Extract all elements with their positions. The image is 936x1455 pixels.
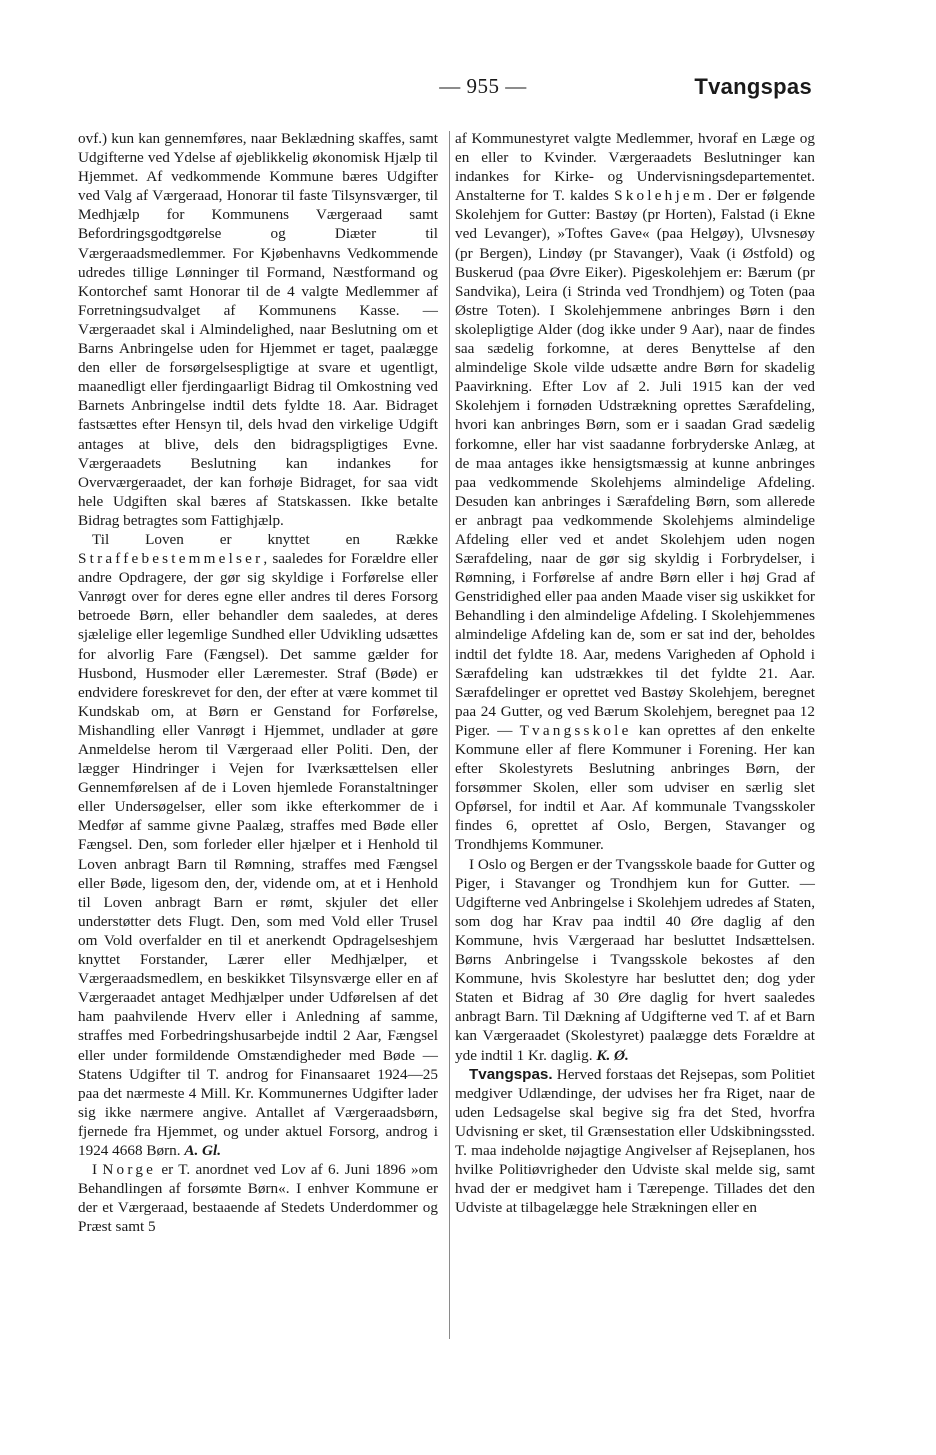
spaced-term: Norge — [102, 1161, 157, 1179]
paragraph-text: kan oprettes af den enkelte Kommune eller af flere Kommuner i Forening. Her kan efter Skolestyrets Beslutning anbringes Børn, der forsømmer Skolen, eller som udviser en særlig slet Opførsel, for indtil et Aar. Af kommunale Tvangsskoler findes 6, oprettet af Oslo, Bergen, Stavanger og Trondhjems Kommuner. — [455, 721, 815, 854]
page-number: — 955 — — [439, 74, 527, 98]
paragraph-text: af Kommunestyret valgte Medlemmer, hvoraf en Læge og en eller to Kvinder. Værgeraadets Beslutninger kan indankes for Kirke- og Undervisningsdepartementet. Anstalterne for T. kaldes — [455, 130, 815, 205]
column-divider — [449, 131, 450, 1339]
paragraph — [78, 129, 438, 530]
spaced-term: Skolehjem — [614, 187, 708, 205]
left-column — [78, 129, 438, 1236]
paragraph — [455, 855, 815, 1065]
paragraph-text: Herved forstaas det Rejsepas, som Politiet medgiver Udlændinge, der udvises her fra Riget, naar de uden Ledsagelse skal begive sig fra det Sted, hvorfra Udvisning er sket, til Grænsestation eller Udskibningssted. T. maa indeholde nøjagtige Angivelser af Rejseplanen, hos hvilke Politiøvrigheder den Udviste skal melde sig, samt hvad der er medgivet ham i Tærepenge. Tillades det den Udviste at tilbagelægge hele Strækningen eller en — [455, 1065, 815, 1217]
paragraph — [78, 1160, 438, 1236]
paragraph — [455, 129, 815, 855]
paragraph-text: I — [92, 1161, 103, 1179]
paragraph — [78, 530, 438, 1160]
page-header — [78, 74, 812, 104]
paragraph-text: I Oslo og Bergen er der Tvangsskole baade for Gutter og Piger, i Stavanger og Trondhjem kun for Gutter. — Udgifterne ved Anbringelse i Skolehjem udredes af Staten, som dog har Krav paa indtil 40 Øre daglig af den Kommune, hvis Værgeraad har besluttet Indsættelsen. Børns Anbringelse i Tvangsskole bekostes af den Kommune, hvis Skolestyre har besluttet den; dog yder Staten et Bidrag af 30 Øre daglig for hvert saaledes anbragt Barn. Til Dækning af Udgifterne ved T. af et Barn kan Værgeraadet (Skolestyret) paalægge dets Forældre at yde indtil 1 Kr. daglig. — [455, 855, 815, 1064]
paragraph-text: Til Loven er knyttet en Række — [92, 530, 438, 548]
entry-headword: Tvangspas. — [469, 1065, 553, 1083]
running-title: Tvangspas — [694, 74, 812, 99]
right-column — [455, 129, 815, 1217]
paragraph-text: ovf.) kun kan gennemføres, naar Beklædning skaffes, samt Udgifterne ved Ydelse af øjeblikkelig økonomisk Hjælp til Hjemmet. Af vedkommende Kommune bæres Udgifter ved Valg af Værgeraad, Honorar til faste Tilsynsværger, til Medhjælp for Kommunens Værgeraad samt Befordringsgodtgørelse og Diæter til Værgeraadsmedlemmer. For Kjøbenhavns Vedkommende udredes tillige Lønninger til Formand, Næstformand og Kontorchef samt Honorar til de 4 valgte Medlemmer af Forretningsudvalget af Kommunens Kasse. — Værgeraadet skal i Almindelighed, naar Beslutning om et Barns Anbringelse uden for Hjemmet er taget, paalægge den eller de forsørgelsespligtige at svare et ugentligt, maanedligt eller fjerdingaarligt Bidrag til Omkostning ved Barnets Anbringelse indtil dets fyldte 18. Aar. Bidraget fastsættes efter Hensyn til, dels hvad den virkelige Udgift antages at blive, dels den bidragspligtiges Evne. Værgeraadets Beslutning kan indankes for Overværgeraadet, der kan forhøje Bidraget, for saa vidt hele Udgiften skal bæres af Statskassen. Ikke betalte Bidrag betragtes som Fattighjælp. — [78, 130, 438, 529]
author-signature: K. Ø. — [596, 1046, 629, 1064]
paragraph-text: . Der er følgende Skolehjem for Gutter: Bastøy (pr Horten), Falstad (i Ekne ved Levanger), »Toftes Gave« (paa Helgøy), Ulvsnesøy (pr Bergen), Lindøy (pr Stavanger), Vaak (i Østfold) og Buskerud (paa Øvre Eiker). Pigeskolehjem er: Bærum (pr Sandvika), Leira (i Strinda ved Trondhjem) og Toten (paa Østre Toten). I Skolehjemmene anbringes Børn i den skolepligtige Alder (dog ikke under 9 Aar), naar de findes saa sædelig forkomne, at deres Benyttelse af den almindelige Skole vilde udsætte andre Børn for skadelig Paavirkning. Efter Lov af 2. Juli 1915 kan der ved Skolehjem i fornøden Udstrækning oprettes Særafdeling, hvori kan anbringes Børn, som er i saadan Grad sædelig forkomne, eller har vist saadanne forbryderske Anlæg, at de maa antages ikke hensigtsmæssig at kunne anbringes paa vedkommende Skolehjems almindelige Afdeling. Desuden kan anbringes i Særafdeling Børn, som allerede er anbragt paa vedkommende Skolehjems almindelige Afdeling eller ved et andet Skolehjem uden nogen Særafdeling, naar de gør sig skyldig i Forbrydelser, i Rømning, i Forførelse af andre Børn eller i høj Grad af Genstridighed eller paa anden Maade viser sig uskikket for Behandling i den almindelige Afdeling. I Skolehjemmenes almindelige Afdeling kan de, som er sat ind der, beholdes indtil det fyldte 18. Aar, medens Varigheden af Ophold i Særafdeling kan udstrækkes til det fyldte 21. Aar. Særafdelinger er oprettet ved Bastøy Skolehjem, beregnet paa 24 Gutter, og ved Bærum Skolehjem, beregnet paa 12 Piger. — — [455, 187, 816, 739]
author-signature: A. Gl. — [184, 1141, 222, 1159]
spaced-term: Tvangsskole — [519, 721, 632, 739]
spaced-term: Straffebestemmelser — [78, 550, 264, 568]
paragraph-text: er T. anordnet ved Lov af 6. Juni 1896 »om Behandlingen af forsømte Børn«. I enhver Kommune er der et Værgeraad, bestaaende af Stedets Underdommer og Præst samt 5 — [78, 1161, 438, 1236]
paragraph-text: , saaledes for Forældre eller andre Opdragere, der gør sig skyldige i Forførelse eller Vanrøgt over for deres egne eller andres til deres Forsorg betroede Børn, eller behandler dem saaledes, at deres sjælelige eller legemlige Sundhed eller Udvikling udsættes for alvorlig Fare (Fængsel). Det samme gælder for Husbond, Husmoder eller Læremester. Straf (Bøde) er endvidere foreskrevet for den, der efter at være kommet til Kundskab om, at Børn er Genstand for Forførelse, Mishandling eller Vanrøgt i Hjemmet, undlader at gøre Anmeldelse herom til Værgeraad eller Politi. Den, der lægger Hindringer i Vejen for Iværksættelsen eller Gennemførelsen af de i Loven hjemlede Foranstaltninger eller Undersøgelser, eller som ikke efterkommer de i Medfør af samme givne Paalæg, straffes med Bøde eller Fængsel. Den, som forleder eller hjælper et i Henhold til Loven anbragt Barn til Rømning, straffes med Fængsel eller Bøde, ligesom den, der, vidende om, at et i Henhold til Loven anbragt Barn er rømt, skjuler det eller understøtter dets Flugt. Den, som med Vold eller Trusel om Vold overfalder en til et anerkendt Opdragelseshjem knyttet Forstander, Lærer eller Medhjælper, et Værgeraadsmedlem, en beskikket Tilsynsværge eller en af Værgeraadet antaget Medhjælper under Udførelsen af det ham paahvilende Hverv eller i Anledning af samme, straffes med Forbedringshusarbejde indtil 2 Aar, Fængsel eller under formildende Omstændigheder med Bøde — Statens Udgifter til T. androg for Finansaaret 1924—25 paa det nærmeste 4 Mill. Kr. Kommunernes Udgifter lader sig ikke nærmere angive. Antallet af Værgeraadsbørn, fjernede fra Hjemmet, og under aktuel Forsorg, androg i 1924 4668 Børn. — [78, 550, 438, 1159]
paragraph — [455, 1065, 815, 1218]
